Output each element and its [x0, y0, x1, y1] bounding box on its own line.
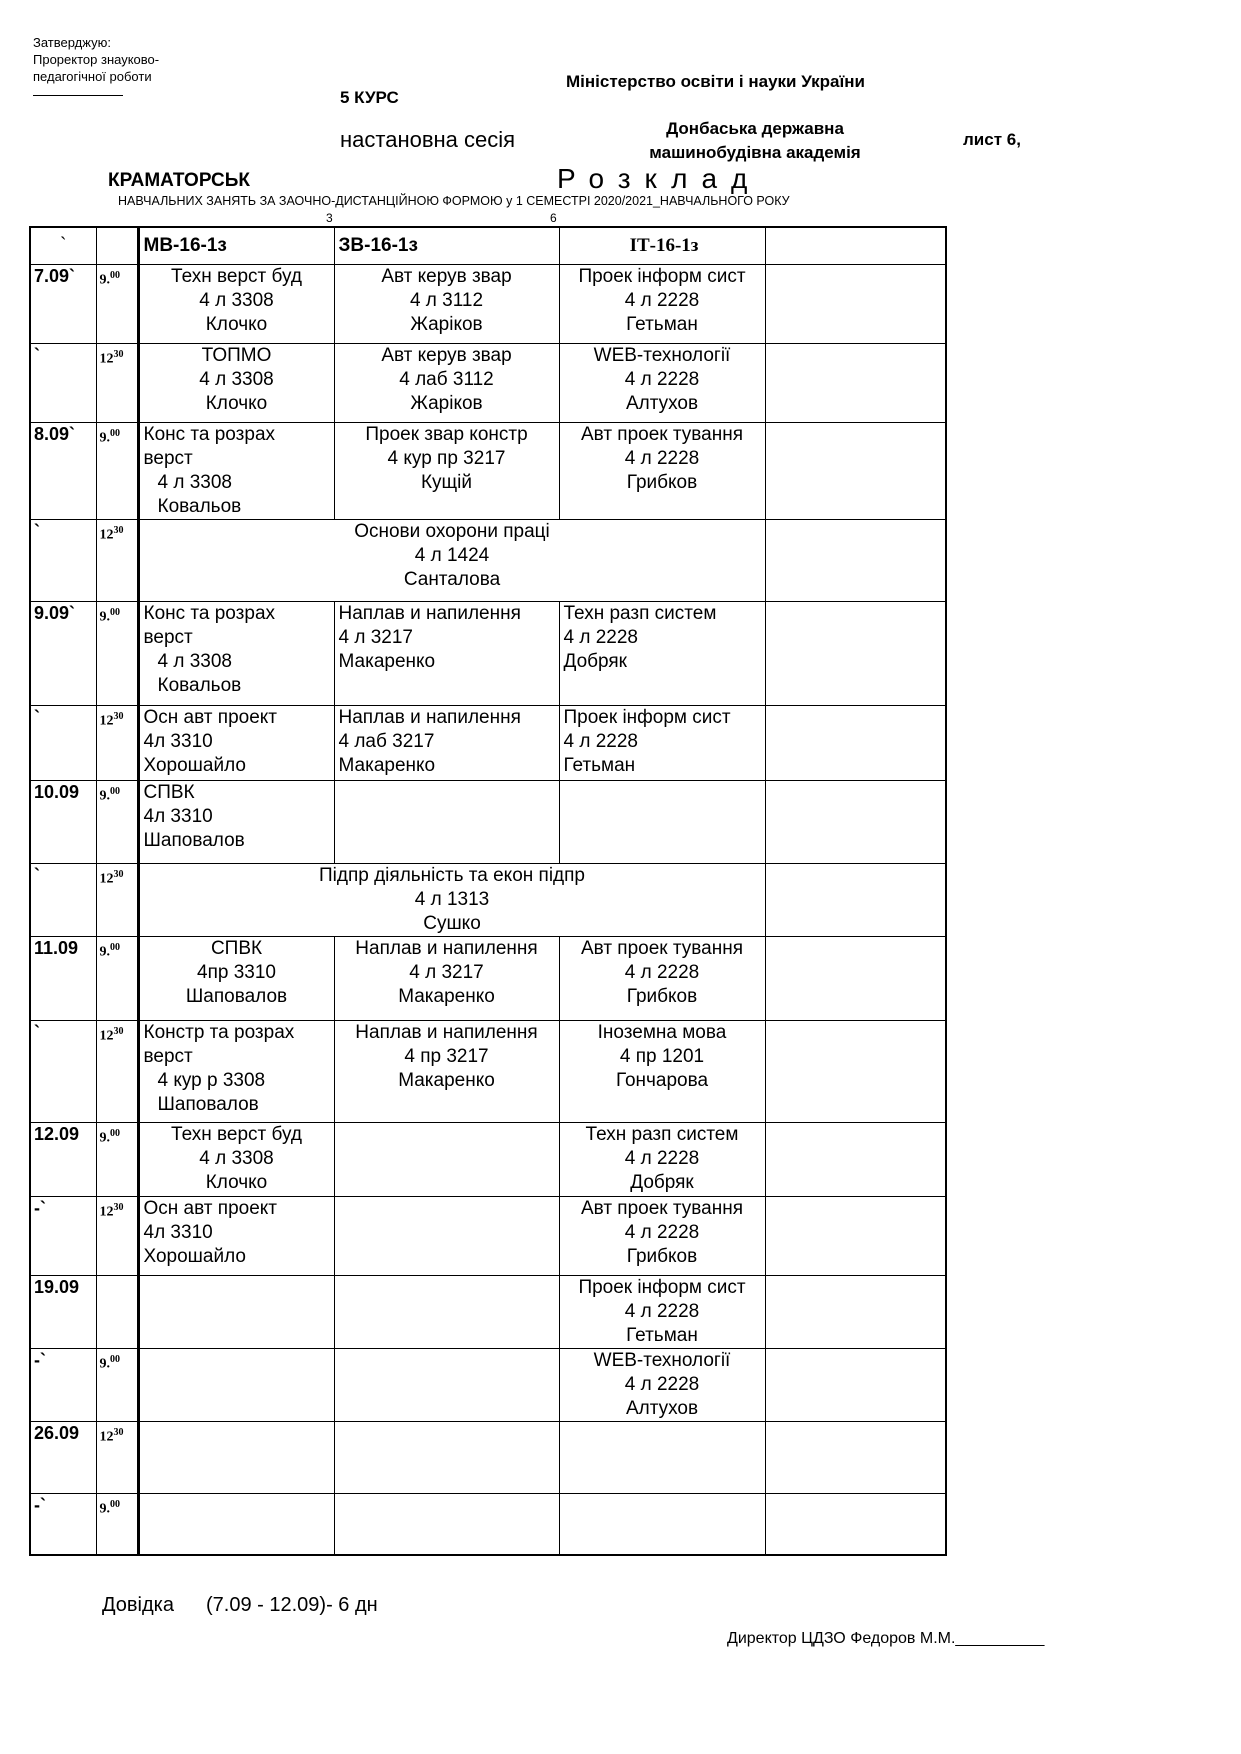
row-time-main: 9. [99, 788, 110, 804]
lesson-cell-zv [334, 343, 559, 422]
row-time-main: 12 [99, 1429, 114, 1445]
empty-cell [765, 264, 946, 343]
ministry-name: Міністерство освіти і науки України [566, 72, 865, 91]
lesson-cell-zv [334, 601, 559, 705]
lesson-cell-it [559, 1275, 765, 1348]
lesson-line: 4 л 2228 [624, 447, 700, 469]
lesson-line: Техн разп систем [585, 1123, 739, 1145]
lesson-cell-mv [138, 1020, 334, 1122]
lesson-line: 4 л 3308 [157, 650, 232, 672]
row-time-minutes: 00 [110, 606, 120, 618]
row-date: 26.09 [30, 1421, 96, 1493]
empty-cell [765, 601, 946, 705]
empty-cell [765, 780, 946, 863]
row-time-main: 9. [99, 1501, 110, 1517]
mark-6: 6 [550, 211, 557, 225]
table-row [30, 1020, 946, 1122]
schedule-title: Розклад [557, 163, 762, 194]
row-time-minutes: 00 [110, 1353, 120, 1365]
empty-cell [765, 343, 946, 422]
lesson-cell-mv [138, 1348, 334, 1421]
lesson-cell-mv [138, 705, 334, 780]
row-time [96, 1421, 138, 1493]
lesson-line: Підпр діяльність та екон підпр [319, 864, 585, 886]
lesson-line: 4 л 2228 [624, 1300, 700, 1322]
table-row [30, 264, 946, 343]
approval-line-1: Затверджую: [33, 35, 111, 50]
lesson-cell-zv [334, 1122, 559, 1196]
lesson-line: Проек інформ сист [578, 265, 746, 287]
row-time-main: 12 [99, 871, 114, 887]
lesson-line: Алтухов [625, 392, 699, 414]
lesson-line: 4 пр 3217 [404, 1045, 489, 1067]
row-time [96, 1020, 138, 1122]
lesson-line: Гетьман [563, 754, 636, 776]
lesson-cell-mv [138, 1122, 334, 1196]
empty-cell [765, 863, 946, 936]
lesson-line: Констр та розрах [143, 1021, 295, 1043]
empty-cell [765, 422, 946, 519]
lesson-line: Гончарова [615, 1069, 709, 1091]
row-time [96, 863, 138, 936]
row-date: 11.09 [30, 936, 96, 1020]
empty-cell [765, 519, 946, 601]
session-label: настановна сесія [340, 127, 516, 152]
table-row [30, 780, 946, 863]
mark-3: 3 [326, 211, 333, 225]
lesson-line: 4 л 1313 [414, 888, 490, 910]
lesson-line: СПВК [210, 937, 263, 959]
row-date: -` [30, 1348, 96, 1421]
lesson-cell-mv [138, 936, 334, 1020]
schedule-table [29, 226, 947, 1556]
row-time-main: 12 [99, 1028, 114, 1044]
lesson-line: Грибков [626, 985, 698, 1007]
row-date: ` [30, 1020, 96, 1122]
row-time-main: 9. [99, 1356, 110, 1372]
lesson-line: Макаренко [398, 1069, 495, 1091]
row-date: -` [30, 1493, 96, 1555]
lesson-line: 4 л 1424 [414, 544, 490, 566]
table-row [30, 601, 946, 705]
lesson-cell-zv [334, 1348, 559, 1421]
table-row [30, 1348, 946, 1421]
lesson-cell-mv [138, 264, 334, 343]
lesson-cell-mv [138, 601, 334, 705]
table-row [30, 1122, 946, 1196]
empty-cell [765, 1493, 946, 1555]
row-time-minutes: 00 [110, 1127, 120, 1139]
lesson-line: Іноземна мова [597, 1021, 727, 1043]
lesson-cell-it [559, 1348, 765, 1421]
merged-lesson-cell [138, 519, 765, 601]
empty-cell [765, 1421, 946, 1493]
lesson-line: Ковальов [157, 495, 242, 517]
group-header-it: ІТ-16-1з [559, 227, 765, 264]
lesson-line: Добряк [630, 1171, 694, 1193]
row-date: -` [30, 1196, 96, 1275]
lesson-line: Клочко [205, 392, 268, 414]
empty-cell [765, 705, 946, 780]
row-time [96, 519, 138, 601]
lesson-line: Проек звар констр [365, 423, 528, 445]
lesson-line: Макаренко [338, 650, 436, 672]
lesson-line: Макаренко [338, 754, 436, 776]
row-time-main: 12 [99, 1204, 114, 1220]
lesson-cell-zv [334, 1196, 559, 1275]
merged-lesson-cell [138, 863, 765, 936]
lesson-cell-zv [334, 1275, 559, 1348]
lesson-line: 4 л 2228 [624, 289, 700, 311]
lesson-line: Осн авт проект [143, 1197, 277, 1219]
row-time [96, 780, 138, 863]
lesson-cell-it [559, 780, 765, 863]
lesson-cell-it [559, 1122, 765, 1196]
lesson-line: Техн разп систем [563, 602, 717, 624]
lesson-line: 4 л 3217 [338, 626, 413, 648]
group-header-zv: ЗВ-16-1з [334, 227, 559, 264]
lesson-line: 4л 3310 [143, 805, 213, 827]
lesson-line: Санталова [403, 568, 501, 590]
lesson-cell-it [559, 705, 765, 780]
row-date: 19.09 [30, 1275, 96, 1348]
approval-block [33, 34, 159, 96]
lesson-line: 4 л 3112 [409, 289, 484, 311]
header-corner: ` [30, 227, 96, 264]
lesson-cell-zv [334, 1421, 559, 1493]
lesson-line: Шаповалов [157, 1093, 259, 1115]
lesson-line: СПВК [143, 781, 195, 803]
lesson-line: Осн авт проект [143, 706, 277, 728]
lesson-line: Грибков [626, 1245, 698, 1267]
approval-signature-line [33, 85, 123, 96]
lesson-line: Авт проек тування [580, 1197, 744, 1219]
note-label: Довідка [102, 1594, 174, 1616]
lesson-line: Авт проек тування [580, 937, 744, 959]
lesson-line: Жаріков [410, 313, 483, 335]
lesson-line: Основи охорони праці [354, 520, 550, 542]
lesson-line: WEB-технології [593, 344, 731, 366]
lesson-line: Клочко [205, 1171, 268, 1193]
row-time-minutes: 00 [110, 785, 120, 797]
table-row [30, 936, 946, 1020]
lesson-line: Авт керув звар [381, 265, 512, 287]
lesson-line: верст [143, 626, 193, 648]
lesson-line: Конс та розрах [143, 423, 276, 445]
row-time-minutes: 00 [110, 427, 120, 439]
lesson-cell-mv [138, 343, 334, 422]
table-header-row [30, 227, 946, 264]
table-row [30, 1493, 946, 1555]
lesson-line: 4 л 2228 [624, 1221, 700, 1243]
lesson-line: 4 л 2228 [563, 730, 638, 752]
lesson-cell-it [559, 1020, 765, 1122]
lesson-line: Авт проек тування [580, 423, 744, 445]
lesson-cell-it [559, 1421, 765, 1493]
sheet-number: лист 6, [963, 130, 1021, 149]
lesson-line: Грибков [626, 471, 698, 493]
row-time-main: 12 [99, 713, 114, 729]
table-row [30, 1196, 946, 1275]
lesson-cell-zv [334, 705, 559, 780]
lesson-line: 4 лаб 3112 [399, 368, 494, 390]
table-row [30, 519, 946, 601]
lesson-line: верст [143, 1045, 193, 1067]
lesson-cell-mv [138, 1493, 334, 1555]
row-time-minutes: 30 [113, 868, 124, 880]
lesson-line: 4 кур пр 3217 [387, 447, 506, 469]
empty-cell [765, 1020, 946, 1122]
row-date: 10.09 [30, 780, 96, 863]
row-time-minutes: 30 [113, 1426, 124, 1438]
row-date: ` [30, 705, 96, 780]
course-label: 5 КУРС [340, 88, 399, 107]
lesson-line: 4 л 3308 [157, 471, 232, 493]
lesson-line: 4 л 3217 [409, 961, 484, 983]
row-time-minutes: 30 [113, 1025, 124, 1037]
lesson-cell-it [559, 343, 765, 422]
lesson-line: Наплав и напилення [355, 937, 538, 959]
row-time-minutes: 30 [113, 348, 124, 360]
lesson-line: 4 л 3308 [199, 368, 274, 390]
lesson-line: Конс та розрах [143, 602, 276, 624]
row-date: ` [30, 519, 96, 601]
row-time [96, 1196, 138, 1275]
lesson-line: Проек інформ сист [563, 706, 731, 728]
lesson-line: Техн верст буд [171, 1123, 302, 1145]
lesson-cell-mv [138, 422, 334, 519]
row-time-minutes: 00 [110, 269, 120, 281]
city-name: КРАМАТОРСЬК [108, 170, 251, 191]
lesson-line: Ковальов [157, 674, 242, 696]
lesson-line: Наплав и напилення [338, 602, 521, 624]
table-row [30, 343, 946, 422]
lesson-line: Проек інформ сист [578, 1276, 746, 1298]
lesson-line: верст [143, 447, 193, 469]
row-date: 8.09` [30, 422, 96, 519]
lesson-line: Гетьман [626, 313, 698, 335]
lesson-line: Авт керув звар [381, 344, 512, 366]
lesson-cell-zv [334, 780, 559, 863]
row-time-main: 9. [99, 944, 110, 960]
lesson-line: 4 кур р 3308 [157, 1069, 266, 1091]
lesson-cell-zv [334, 264, 559, 343]
lesson-line: 4 л 3308 [199, 289, 274, 311]
row-time [96, 1493, 138, 1555]
row-time [96, 601, 138, 705]
lesson-line: Жаріков [410, 392, 483, 414]
lesson-line: Кущій [420, 471, 473, 493]
lesson-line: 4л 3310 [143, 730, 213, 752]
row-time-minutes: 30 [113, 710, 124, 722]
lesson-line: 4 л 2228 [624, 1147, 700, 1169]
row-time [96, 705, 138, 780]
row-time [96, 1122, 138, 1196]
academy-line-2: машинобудівна академія [649, 143, 861, 162]
row-time-main: 9. [99, 609, 110, 625]
lesson-line: Наплав и напилення [355, 1021, 538, 1043]
lesson-line: 4пр 3310 [197, 961, 276, 983]
row-time-main: 9. [99, 272, 110, 288]
lesson-cell-it [559, 422, 765, 519]
row-time-minutes: 30 [113, 524, 124, 536]
empty-cell [765, 936, 946, 1020]
lesson-line: ТОПМО [201, 344, 272, 366]
lesson-line: Алтухов [625, 1397, 699, 1419]
row-time-minutes: 00 [110, 941, 120, 953]
lesson-line: Макаренко [398, 985, 495, 1007]
row-date: ` [30, 863, 96, 936]
lesson-line: Хорошайло [143, 1245, 246, 1267]
row-time-main: 9. [99, 430, 110, 446]
lesson-cell-it [559, 1493, 765, 1555]
row-time-main: 12 [99, 351, 114, 367]
empty-cell [765, 1122, 946, 1196]
lesson-line: 4 л 2228 [624, 368, 700, 390]
row-time-main: 12 [99, 527, 114, 543]
row-time [96, 1348, 138, 1421]
academy-name [620, 117, 890, 165]
group-header-mv: МВ-16-1з [138, 227, 334, 264]
approval-line-2: Проректор знауково- [33, 52, 160, 67]
lesson-line: Техн верст буд [171, 265, 302, 287]
row-date: 12.09 [30, 1122, 96, 1196]
row-date: ` [30, 343, 96, 422]
empty-cell [765, 1196, 946, 1275]
row-date: 9.09` [30, 601, 96, 705]
lesson-cell-zv [334, 1493, 559, 1555]
lesson-cell-mv [138, 1421, 334, 1493]
lesson-cell-it [559, 1196, 765, 1275]
lesson-cell-mv [138, 1196, 334, 1275]
lesson-cell-it [559, 601, 765, 705]
lesson-line: Гетьман [626, 1324, 698, 1346]
lesson-line: Добряк [563, 650, 627, 672]
lesson-line: Хорошайло [143, 754, 246, 776]
lesson-line: Сушко [423, 912, 481, 934]
row-time [96, 343, 138, 422]
lesson-cell-mv [138, 1275, 334, 1348]
empty-cell [765, 1348, 946, 1421]
lesson-line: WEB-технології [593, 1349, 731, 1371]
table-row [30, 1421, 946, 1493]
lesson-line: Шаповалов [185, 985, 288, 1007]
director-signature: Директор ЦДЗО Федоров М.М.__________ [727, 1630, 1045, 1647]
lesson-cell-zv [334, 422, 559, 519]
lesson-line: Шаповалов [143, 829, 245, 851]
lesson-cell-it [559, 264, 765, 343]
row-date: 7.09` [30, 264, 96, 343]
lesson-line: 4 л 2228 [624, 961, 700, 983]
lesson-cell-zv [334, 936, 559, 1020]
lesson-line: 4л 3310 [143, 1221, 213, 1243]
table-row [30, 705, 946, 780]
lesson-cell-it [559, 936, 765, 1020]
lesson-line: 4 л 2228 [563, 626, 638, 648]
header-time [96, 227, 138, 264]
row-time [96, 1275, 138, 1348]
group-header-empty [765, 227, 946, 264]
table-row [30, 1275, 946, 1348]
table-row [30, 422, 946, 519]
row-time [96, 422, 138, 519]
lesson-line: 4 л 2228 [624, 1373, 700, 1395]
row-time-minutes: 30 [113, 1201, 124, 1213]
lesson-line: 4 лаб 3217 [338, 730, 435, 752]
approval-line-3: педагогічної роботи [33, 69, 152, 84]
lesson-cell-zv [334, 1020, 559, 1122]
lesson-line: 4 л 3308 [199, 1147, 274, 1169]
row-time-main: 9. [99, 1130, 110, 1146]
academy-line-1: Донбаська державна [666, 119, 844, 138]
lesson-line: Наплав и напилення [338, 706, 521, 728]
lesson-line: 4 пр 1201 [619, 1045, 705, 1067]
lesson-cell-mv [138, 780, 334, 863]
table-row [30, 863, 946, 936]
row-time-minutes: 00 [110, 1498, 120, 1510]
note-value: (7.09 - 12.09)- 6 дн [206, 1594, 378, 1616]
lesson-line: Клочко [205, 313, 268, 335]
row-time [96, 264, 138, 343]
schedule-subtitle: НАВЧАЛЬНИХ ЗАНЯТЬ ЗА ЗАОЧНО-ДИСТАНЦІЙНОЮ ФОРМОЮ у 1 СЕМЕСТРІ 2020/2021_НАВЧАЛЬНОГО РОКУ [118, 194, 790, 208]
row-time [96, 936, 138, 1020]
empty-cell [765, 1275, 946, 1348]
